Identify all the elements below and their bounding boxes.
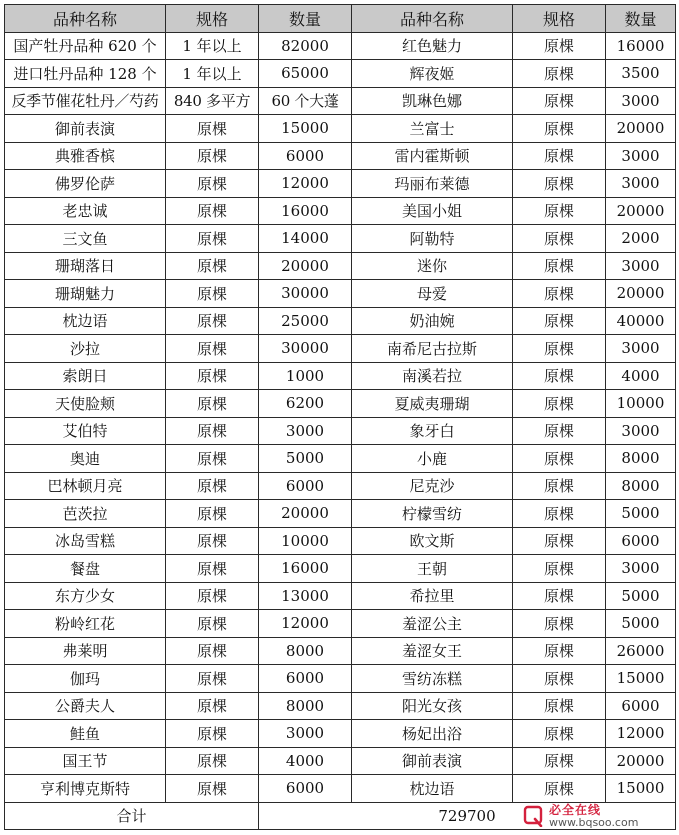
- variety-name-cell: 希拉里: [352, 582, 513, 610]
- variety-name-cell: 索朗日: [5, 362, 166, 390]
- table-row: [5, 142, 676, 170]
- spec-cell: 原棵: [513, 142, 606, 170]
- quantity-cell: 6000: [259, 472, 352, 500]
- spec-cell: 原棵: [166, 610, 259, 638]
- spec-cell: 原棵: [166, 637, 259, 665]
- variety-name-cell: 母爱: [352, 280, 513, 308]
- spec-cell: 原棵: [513, 747, 606, 775]
- spec-cell: 原棵: [513, 362, 606, 390]
- spec-cell: 原棵: [166, 472, 259, 500]
- quantity-cell: 20000: [606, 747, 676, 775]
- quantity-cell: 26000: [606, 637, 676, 665]
- variety-name-cell: 进口牡丹品种 128 个: [5, 60, 166, 88]
- quantity-cell: 4000: [606, 362, 676, 390]
- spec-cell: 原棵: [513, 417, 606, 445]
- variety-name-cell: 南希尼古拉斯: [352, 335, 513, 363]
- variety-name-cell: 弗莱明: [5, 637, 166, 665]
- watermark-url: www.bqsoo.com: [549, 816, 639, 829]
- variety-name-cell: 羞涩公主: [352, 610, 513, 638]
- variety-name-cell: 老忠诚: [5, 197, 166, 225]
- spec-cell: 原棵: [166, 335, 259, 363]
- spec-cell: 原棵: [513, 637, 606, 665]
- variety-name-cell: 奶油婉: [352, 307, 513, 335]
- total-value: 729700: [259, 802, 676, 830]
- quantity-cell: 10000: [606, 390, 676, 418]
- table-row: [5, 637, 676, 665]
- quantity-cell: 2000: [606, 225, 676, 253]
- quantity-cell: 3000: [606, 417, 676, 445]
- variety-name-cell: 凯琳色娜: [352, 87, 513, 115]
- quantity-cell: 16000: [259, 197, 352, 225]
- spec-cell: 原棵: [513, 390, 606, 418]
- table-row: [5, 445, 676, 473]
- variety-name-cell: 珊瑚魅力: [5, 280, 166, 308]
- variety-name-cell: 三文鱼: [5, 225, 166, 253]
- variety-name-cell: 杨妃出浴: [352, 720, 513, 748]
- spec-cell: 原棵: [513, 307, 606, 335]
- spec-cell: 原棵: [513, 665, 606, 693]
- quantity-cell: 5000: [606, 500, 676, 528]
- quantity-cell: 3000: [606, 142, 676, 170]
- variety-name-cell: 雪纺冻糕: [352, 665, 513, 693]
- spec-cell: 原棵: [513, 555, 606, 583]
- table-row: [5, 775, 676, 803]
- spec-cell: 原棵: [513, 527, 606, 555]
- table-row: [5, 252, 676, 280]
- variety-name-cell: 佛罗伦萨: [5, 170, 166, 198]
- table-row: [5, 610, 676, 638]
- table-row: [5, 362, 676, 390]
- quantity-cell: 14000: [259, 225, 352, 253]
- table-row: [5, 390, 676, 418]
- spec-cell: 原棵: [166, 362, 259, 390]
- table-row: [5, 60, 676, 88]
- table-row: [5, 472, 676, 500]
- variety-name-header: 品种名称: [5, 5, 166, 33]
- table-row: [5, 280, 676, 308]
- spec-cell: 原棵: [166, 280, 259, 308]
- table-row: [5, 720, 676, 748]
- quantity-cell: 8000: [606, 472, 676, 500]
- variety-name-cell: 兰富士: [352, 115, 513, 143]
- spec-cell: 原棵: [166, 692, 259, 720]
- variety-name-cell: 御前表演: [5, 115, 166, 143]
- quantity-cell: 5000: [606, 610, 676, 638]
- spec-cell: 原棵: [166, 390, 259, 418]
- peony-variety-table: [4, 4, 676, 830]
- variety-name-cell: 象牙白: [352, 417, 513, 445]
- spec-cell: 原棵: [166, 142, 259, 170]
- spec-cell: 原棵: [513, 582, 606, 610]
- variety-name-cell: 奥迪: [5, 445, 166, 473]
- table-row: [5, 747, 676, 775]
- spec-cell: 原棵: [513, 500, 606, 528]
- spec-cell: 原棵: [166, 307, 259, 335]
- quantity-cell: 6000: [259, 142, 352, 170]
- spec-cell: 原棵: [513, 115, 606, 143]
- spec-cell: 原棵: [166, 720, 259, 748]
- quantity-cell: 15000: [606, 775, 676, 803]
- quantity-cell: 3000: [606, 87, 676, 115]
- variety-name-header-2: 品种名称: [352, 5, 513, 33]
- spec-cell: 原棵: [513, 170, 606, 198]
- spec-cell: 840 多平方: [166, 87, 259, 115]
- quantity-cell: 20000: [606, 197, 676, 225]
- quantity-cell: 4000: [259, 747, 352, 775]
- site-logo-icon: [523, 805, 543, 827]
- variety-name-cell: 尼克沙: [352, 472, 513, 500]
- quantity-cell: 6200: [259, 390, 352, 418]
- quantity-cell: 8000: [606, 445, 676, 473]
- quantity-cell: 16000: [606, 32, 676, 60]
- spec-cell: 原棵: [513, 87, 606, 115]
- table-row: [5, 307, 676, 335]
- spec-cell: 原棵: [513, 692, 606, 720]
- spec-cell: 原棵: [513, 280, 606, 308]
- variety-name-cell: 枕边语: [352, 775, 513, 803]
- quantity-cell: 12000: [259, 610, 352, 638]
- table-row: [5, 87, 676, 115]
- quantity-cell: 25000: [259, 307, 352, 335]
- quantity-header: 数量: [259, 5, 352, 33]
- quantity-cell: 3500: [606, 60, 676, 88]
- variety-name-cell: 红色魅力: [352, 32, 513, 60]
- watermark-title: 必全在线: [549, 803, 602, 817]
- quantity-cell: 12000: [606, 720, 676, 748]
- variety-name-cell: 餐盘: [5, 555, 166, 583]
- variety-name-cell: 亨利博克斯特: [5, 775, 166, 803]
- variety-name-cell: 阿勒特: [352, 225, 513, 253]
- table-row: [5, 527, 676, 555]
- spec-cell: 原棵: [513, 445, 606, 473]
- table-row: [5, 555, 676, 583]
- variety-name-cell: 芭茨拉: [5, 500, 166, 528]
- quantity-cell: 16000: [259, 555, 352, 583]
- spec-cell: 原棵: [513, 610, 606, 638]
- variety-name-cell: 反季节催花牡丹／芍药: [5, 87, 166, 115]
- variety-name-cell: 艾伯特: [5, 417, 166, 445]
- variety-name-cell: 王朝: [352, 555, 513, 583]
- quantity-cell: 1000: [259, 362, 352, 390]
- variety-name-cell: 国王节: [5, 747, 166, 775]
- variety-name-cell: 御前表演: [352, 747, 513, 775]
- spec-cell: 原棵: [166, 665, 259, 693]
- table-header-row: [5, 5, 676, 33]
- table-row: [5, 417, 676, 445]
- variety-name-cell: 典雅香槟: [5, 142, 166, 170]
- variety-name-cell: 珊瑚落日: [5, 252, 166, 280]
- variety-name-cell: 冰岛雪糕: [5, 527, 166, 555]
- spec-header-2: 规格: [513, 5, 606, 33]
- spec-cell: 原棵: [166, 527, 259, 555]
- table-body: [5, 32, 676, 802]
- spec-cell: 原棵: [166, 747, 259, 775]
- variety-name-cell: 雷内霍斯顿: [352, 142, 513, 170]
- variety-name-cell: 夏威夷珊瑚: [352, 390, 513, 418]
- variety-name-cell: 沙拉: [5, 335, 166, 363]
- table-row: [5, 115, 676, 143]
- quantity-cell: 3000: [606, 252, 676, 280]
- variety-name-cell: 阳光女孩: [352, 692, 513, 720]
- spec-cell: 原棵: [166, 500, 259, 528]
- spec-cell: 原棵: [166, 775, 259, 803]
- quantity-cell: 6000: [606, 692, 676, 720]
- quantity-cell: 82000: [259, 32, 352, 60]
- variety-name-cell: 国产牡丹品种 620 个: [5, 32, 166, 60]
- quantity-cell: 15000: [259, 115, 352, 143]
- spec-cell: 原棵: [513, 472, 606, 500]
- quantity-cell: 13000: [259, 582, 352, 610]
- quantity-cell: 20000: [606, 280, 676, 308]
- table-row: [5, 582, 676, 610]
- spec-cell: 原棵: [166, 115, 259, 143]
- spec-cell: 原棵: [166, 170, 259, 198]
- variety-name-cell: 羞涩女王: [352, 637, 513, 665]
- spec-cell: 原棵: [513, 197, 606, 225]
- site-watermark: [523, 801, 673, 831]
- spec-cell: 原棵: [513, 32, 606, 60]
- quantity-cell: 3000: [606, 170, 676, 198]
- quantity-cell: 30000: [259, 335, 352, 363]
- spec-cell: 1 年以上: [166, 32, 259, 60]
- quantity-header-2: 数量: [606, 5, 676, 33]
- variety-name-cell: 辉夜姬: [352, 60, 513, 88]
- quantity-cell: 3000: [259, 720, 352, 748]
- quantity-cell: 6000: [259, 775, 352, 803]
- table-row: [5, 170, 676, 198]
- spec-cell: 原棵: [166, 197, 259, 225]
- spec-cell: 原棵: [166, 445, 259, 473]
- quantity-cell: 20000: [606, 115, 676, 143]
- spec-cell: 原棵: [513, 252, 606, 280]
- variety-name-cell: 玛丽布莱德: [352, 170, 513, 198]
- table-row: [5, 692, 676, 720]
- quantity-cell: 20000: [259, 500, 352, 528]
- quantity-cell: 65000: [259, 60, 352, 88]
- variety-name-cell: 南溪若拉: [352, 362, 513, 390]
- variety-name-cell: 迷你: [352, 252, 513, 280]
- variety-name-cell: 柠檬雪纺: [352, 500, 513, 528]
- table-row: [5, 32, 676, 60]
- variety-name-cell: 鲑鱼: [5, 720, 166, 748]
- quantity-cell: 12000: [259, 170, 352, 198]
- variety-name-cell: 天使脸颊: [5, 390, 166, 418]
- spec-cell: 1 年以上: [166, 60, 259, 88]
- spec-cell: 原棵: [166, 252, 259, 280]
- table-row: [5, 197, 676, 225]
- variety-name-cell: 粉岭红花: [5, 610, 166, 638]
- table-row: [5, 665, 676, 693]
- quantity-cell: 6000: [606, 527, 676, 555]
- total-label: 合计: [5, 802, 259, 830]
- table-row: [5, 225, 676, 253]
- spec-header: 规格: [166, 5, 259, 33]
- variety-name-cell: 伽玛: [5, 665, 166, 693]
- quantity-cell: 5000: [259, 445, 352, 473]
- quantity-cell: 20000: [259, 252, 352, 280]
- variety-name-cell: 公爵夫人: [5, 692, 166, 720]
- quantity-cell: 8000: [259, 692, 352, 720]
- spec-cell: 原棵: [513, 225, 606, 253]
- spec-cell: 原棵: [513, 60, 606, 88]
- quantity-cell: 40000: [606, 307, 676, 335]
- quantity-cell: 3000: [606, 335, 676, 363]
- variety-name-cell: 枕边语: [5, 307, 166, 335]
- spec-cell: 原棵: [513, 720, 606, 748]
- quantity-cell: 3000: [606, 555, 676, 583]
- variety-name-cell: 巴林顿月亮: [5, 472, 166, 500]
- spec-cell: 原棵: [166, 555, 259, 583]
- spec-cell: 原棵: [513, 775, 606, 803]
- table-row: [5, 335, 676, 363]
- quantity-cell: 8000: [259, 637, 352, 665]
- spec-cell: 原棵: [166, 417, 259, 445]
- spec-cell: 原棵: [166, 225, 259, 253]
- quantity-cell: 60 个大蓬: [259, 87, 352, 115]
- table-row: [5, 500, 676, 528]
- variety-name-cell: 小鹿: [352, 445, 513, 473]
- variety-name-cell: 欧文斯: [352, 527, 513, 555]
- variety-name-cell: 东方少女: [5, 582, 166, 610]
- variety-name-cell: 美国小姐: [352, 197, 513, 225]
- quantity-cell: 6000: [259, 665, 352, 693]
- quantity-cell: 5000: [606, 582, 676, 610]
- spec-cell: 原棵: [166, 582, 259, 610]
- quantity-cell: 10000: [259, 527, 352, 555]
- quantity-cell: 15000: [606, 665, 676, 693]
- quantity-cell: 30000: [259, 280, 352, 308]
- quantity-cell: 3000: [259, 417, 352, 445]
- spec-cell: 原棵: [513, 335, 606, 363]
